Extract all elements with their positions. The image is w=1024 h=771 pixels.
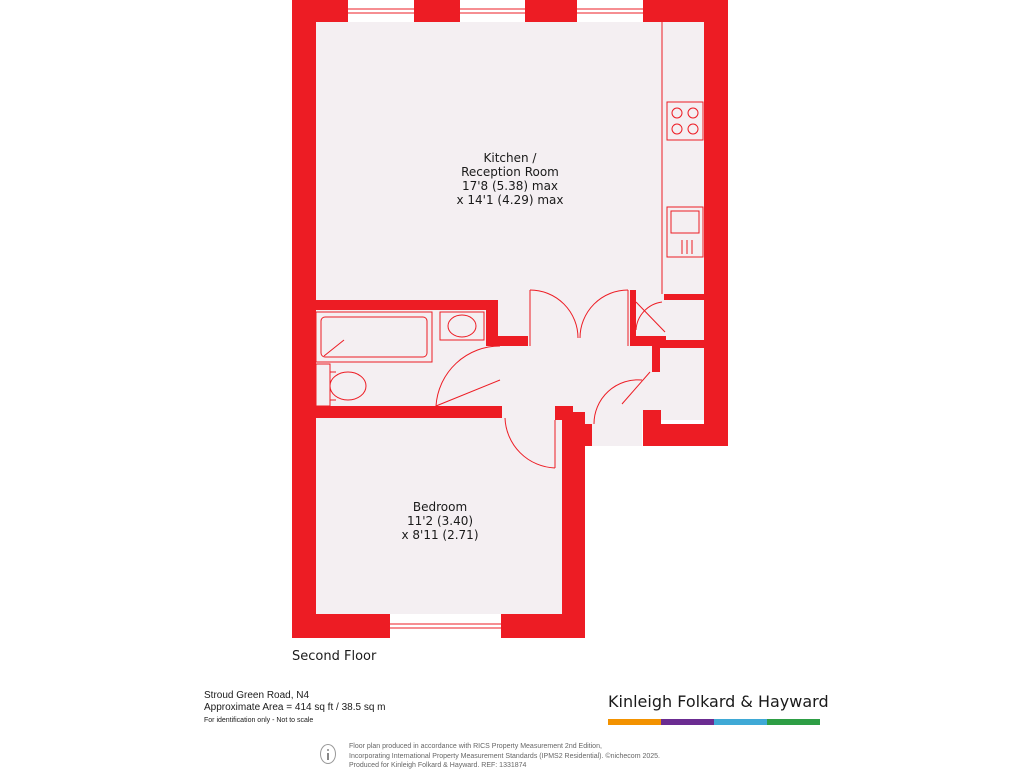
info-icon: [320, 744, 336, 764]
brand-name: Kinleigh Folkard & Hayward: [608, 692, 829, 711]
disclaimer: [349, 742, 660, 771]
bedroom-dimension: 11'2 (3.40): [406, 514, 474, 528]
brand-color-bar: [608, 719, 820, 725]
address: Stroud Green Road, N4: [204, 690, 310, 701]
disclaimer-line: Produced for Kinleigh Folkard & Hayward. REF: 1331874: [349, 762, 527, 769]
brand-bar-purple: [661, 719, 714, 725]
brand-bar-blue: [714, 719, 767, 725]
property-info: [204, 690, 386, 728]
bedroom-label: [401, 500, 478, 542]
bedroom-label-line: Bedroom: [412, 500, 468, 514]
approximate-area: Approximate Area = 414 sq ft / 38.5 sq m: [204, 702, 386, 713]
kitchen-label-line: Kitchen /: [483, 151, 537, 165]
kitchen-label-line: Reception Room: [461, 165, 559, 179]
bedroom-dimension: x 8'11 (2.71): [401, 528, 479, 542]
scale-note: For identification only - Not to scale: [204, 717, 314, 724]
brand-bar-orange: [608, 719, 661, 725]
floor-area: [316, 22, 704, 614]
disclaimer-line: Floor plan produced in accordance with RICS Property Measurement 2nd Edition,: [349, 743, 602, 750]
brand-bar-green: [767, 719, 820, 725]
kitchen-dimension: x 14'1 (4.29) max: [456, 193, 564, 207]
kitchen-dimension: 17'8 (5.38) max: [461, 179, 559, 193]
disclaimer-line: Incorporating International Property Measurement Standards (IPMS2 Residential). ©nichecom 2025.: [349, 752, 660, 760]
floor-label: Second Floor: [292, 649, 377, 664]
